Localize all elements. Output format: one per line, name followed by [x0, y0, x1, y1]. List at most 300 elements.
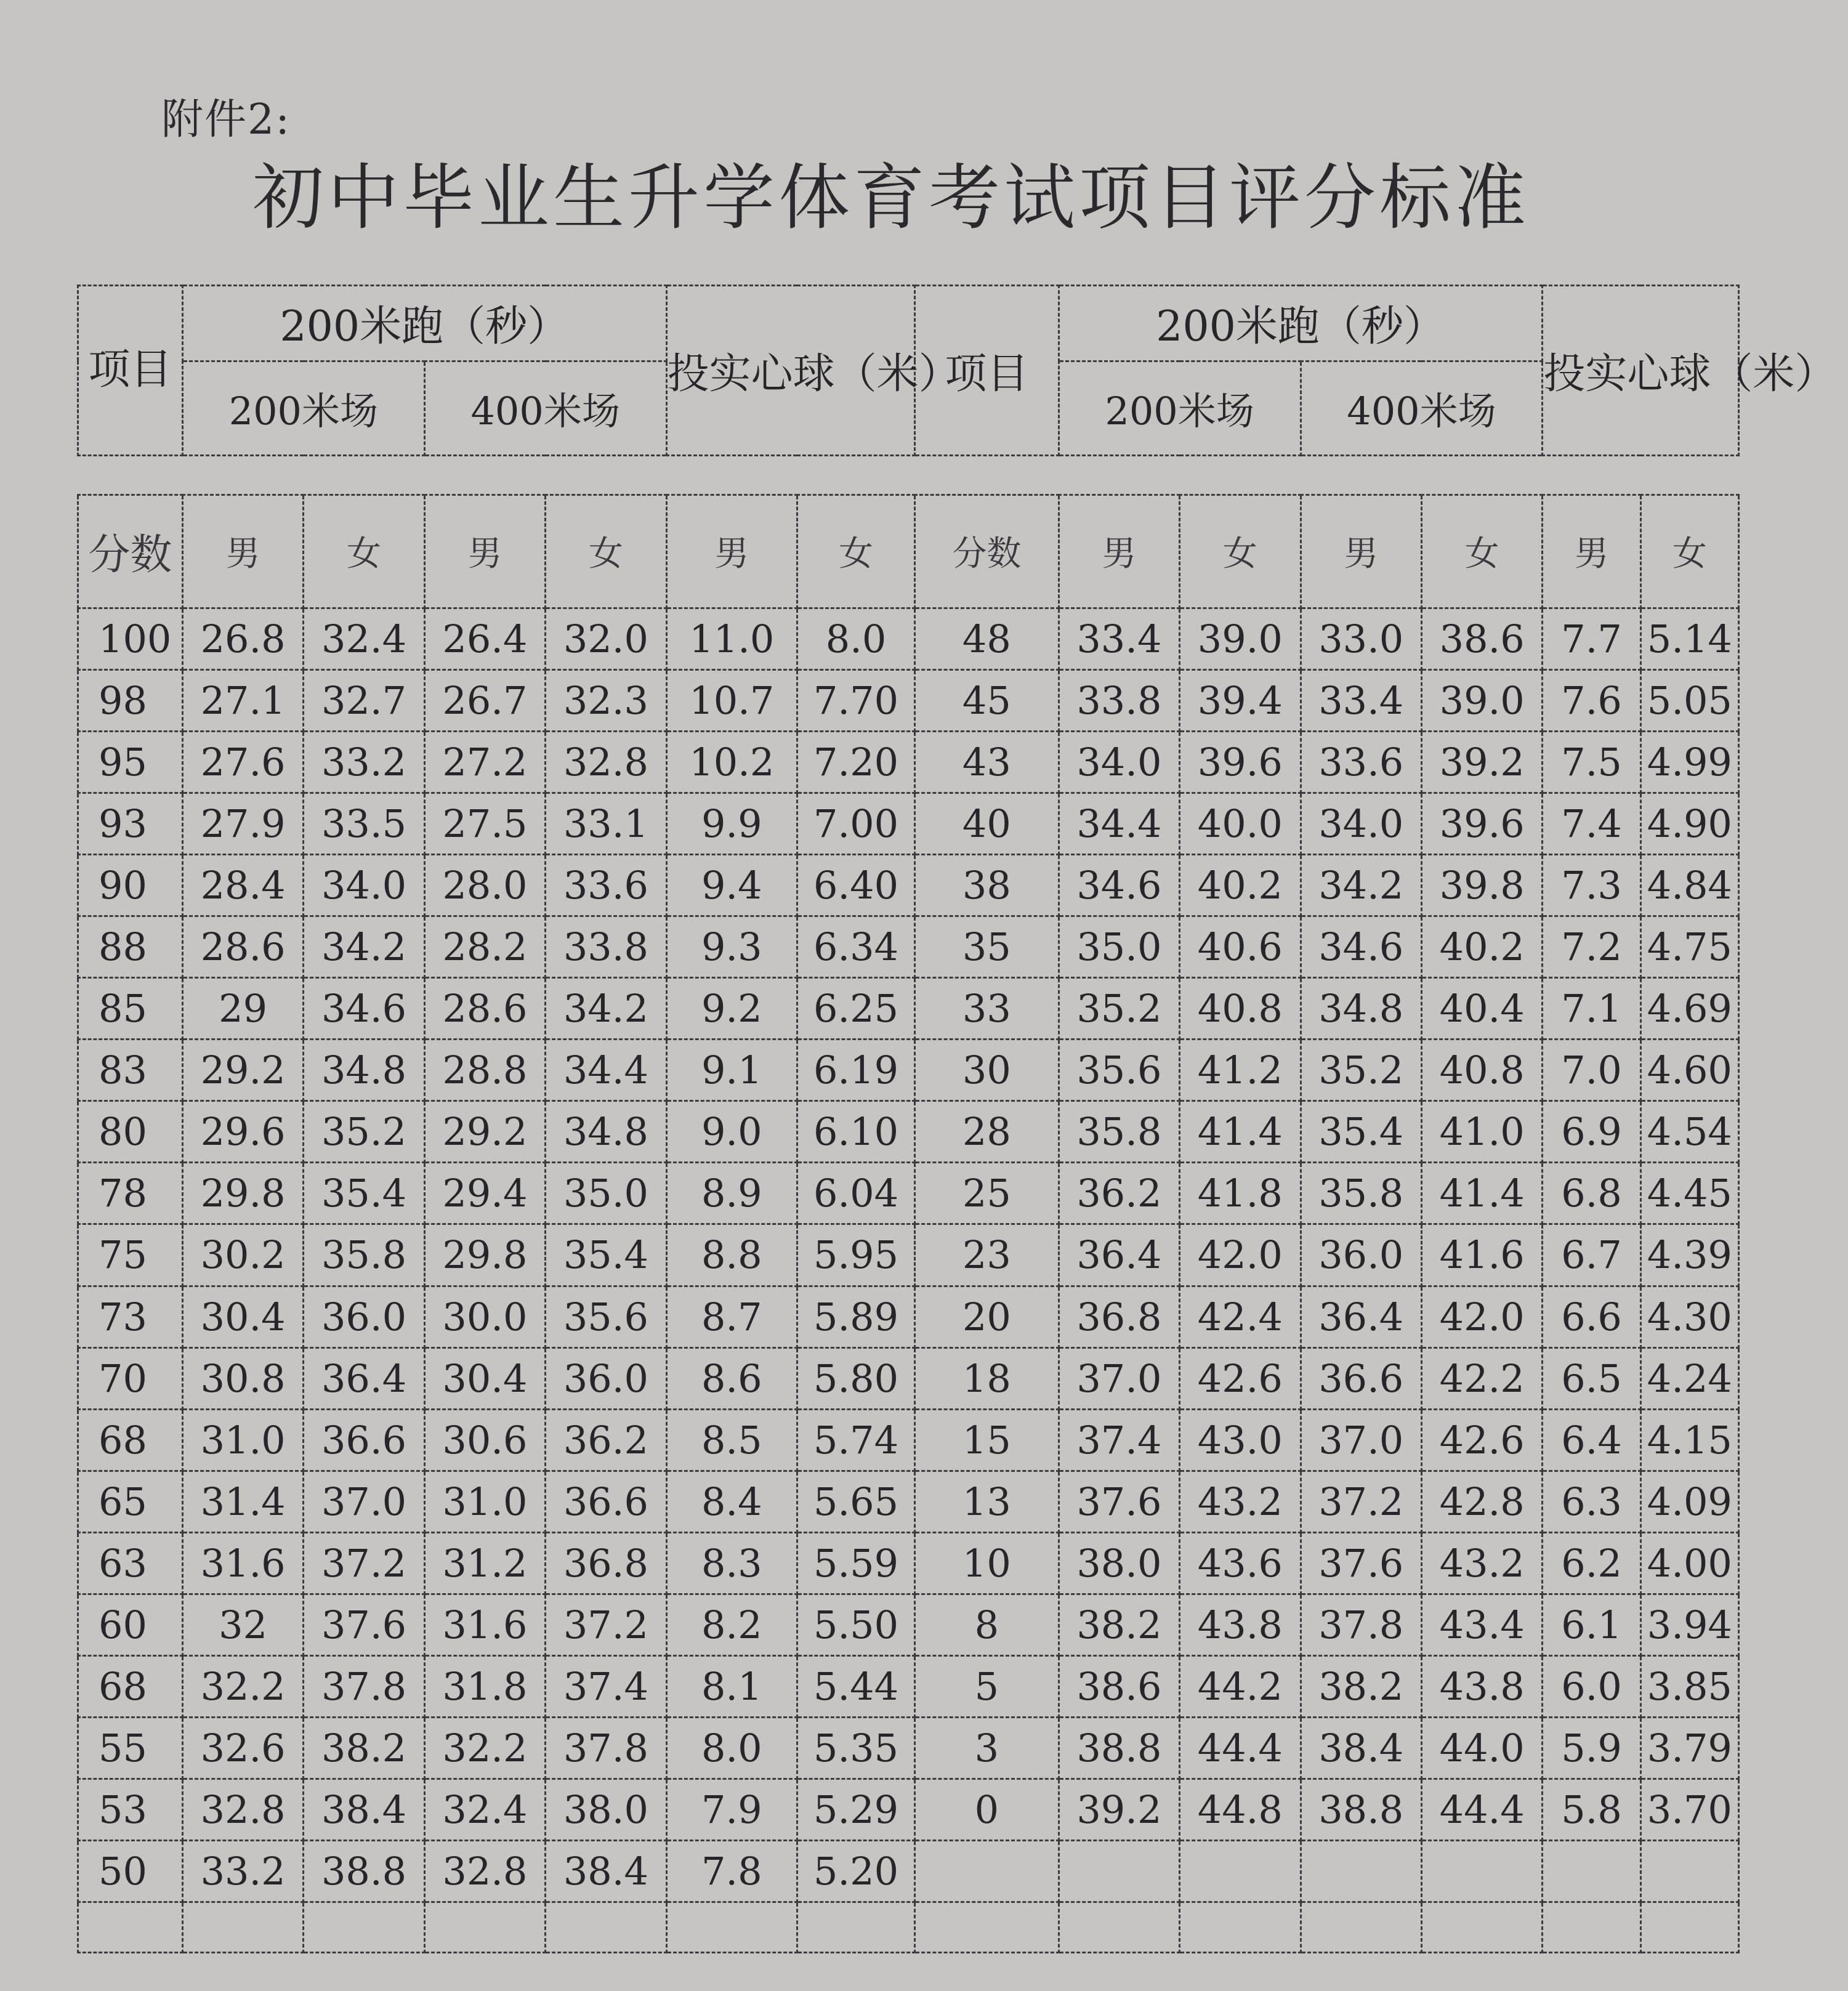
empty-cell	[182, 1902, 303, 1953]
value-cell: 7.2	[1543, 916, 1640, 978]
value-cell: 5.50	[797, 1594, 914, 1655]
value-cell: 5.20	[797, 1841, 914, 1902]
shot-put-header: 投实心球（米）	[666, 286, 914, 456]
value-cell: 34.6	[304, 978, 424, 1040]
value-cell: 35.8	[1059, 1101, 1179, 1163]
value-cell: 38.6	[1059, 1655, 1179, 1717]
empty-cell	[1421, 1902, 1542, 1953]
value-cell: 32.2	[424, 1717, 545, 1779]
score-cell: 90	[78, 855, 183, 916]
value-cell: 34.6	[1059, 855, 1179, 916]
value-cell: 4.84	[1640, 855, 1738, 916]
value-cell: 43.0	[1180, 1409, 1301, 1471]
value-cell: 5.44	[797, 1655, 914, 1717]
table-row	[78, 1163, 1739, 1224]
male-label: 男	[182, 495, 303, 608]
value-cell: 40.6	[1180, 916, 1301, 978]
value-cell: 41.6	[1421, 1224, 1542, 1286]
empty-cell	[78, 1902, 183, 1953]
value-cell: 32.8	[546, 731, 666, 793]
value-cell: 7.6	[1543, 669, 1640, 731]
value-cell: 6.34	[797, 916, 914, 978]
item-header-right: 项目	[915, 286, 1059, 456]
value-cell: 4.54	[1640, 1101, 1738, 1163]
value-cell: 34.0	[1301, 793, 1421, 855]
female-label: 女	[546, 495, 666, 608]
value-cell: 34.8	[546, 1101, 666, 1163]
value-cell: 31.2	[424, 1532, 545, 1594]
empty-cell	[1301, 1902, 1421, 1953]
score-cell: 33	[915, 978, 1059, 1040]
value-cell: 8.7	[666, 1286, 797, 1347]
value-cell: 34.2	[546, 978, 666, 1040]
female-label: 女	[1180, 495, 1301, 608]
value-cell: 5.89	[797, 1286, 914, 1347]
value-cell: 33.5	[304, 793, 424, 855]
value-cell: 43.2	[1421, 1532, 1542, 1594]
value-cell: 43.8	[1421, 1655, 1542, 1717]
value-cell: 43.2	[1180, 1471, 1301, 1532]
value-cell: 10.7	[666, 669, 797, 731]
sex-header-row	[78, 495, 1739, 608]
value-cell: 5.9	[1543, 1717, 1640, 1779]
female-label: 女	[1640, 495, 1738, 608]
value-cell: 39.0	[1421, 669, 1542, 731]
value-cell: 29.8	[182, 1163, 303, 1224]
score-cell: 25	[915, 1163, 1059, 1224]
score-cell: 65	[78, 1471, 183, 1532]
value-cell: 7.00	[797, 793, 914, 855]
value-cell: 39.4	[1180, 669, 1301, 731]
value-cell: 40.8	[1180, 978, 1301, 1040]
value-cell: 5.29	[797, 1779, 914, 1841]
value-cell: 28.2	[424, 916, 545, 978]
value-cell: 36.6	[1301, 1347, 1421, 1409]
value-cell: 4.99	[1640, 731, 1738, 793]
value-cell: 8.6	[666, 1347, 797, 1409]
value-cell: 4.69	[1640, 978, 1738, 1040]
value-cell: 34.0	[304, 855, 424, 916]
value-cell: 32.2	[182, 1655, 303, 1717]
value-cell: 28.4	[182, 855, 303, 916]
score-cell: 73	[78, 1286, 183, 1347]
value-cell: 33.4	[1301, 669, 1421, 731]
run-200-header: 200米跑（秒）	[182, 286, 666, 361]
value-cell: 38.2	[304, 1717, 424, 1779]
value-cell: 39.8	[1421, 855, 1542, 916]
value-cell: 44.4	[1180, 1717, 1301, 1779]
value-cell: 8.0	[797, 608, 914, 669]
value-cell	[1640, 1841, 1738, 1902]
value-cell: 27.5	[424, 793, 545, 855]
score-cell: 40	[915, 793, 1059, 855]
value-cell: 39.2	[1059, 1779, 1179, 1841]
value-cell: 42.6	[1180, 1347, 1301, 1409]
value-cell: 8.3	[666, 1532, 797, 1594]
score-cell: 83	[78, 1040, 183, 1101]
score-cell: 50	[78, 1841, 183, 1902]
value-cell: 29.4	[424, 1163, 545, 1224]
value-cell: 6.25	[797, 978, 914, 1040]
value-cell	[1180, 1841, 1301, 1902]
empty-cell	[304, 1902, 424, 1953]
value-cell: 5.35	[797, 1717, 914, 1779]
value-cell: 6.7	[1543, 1224, 1640, 1286]
value-cell: 6.5	[1543, 1347, 1640, 1409]
value-cell: 39.6	[1421, 793, 1542, 855]
value-cell: 41.0	[1421, 1101, 1542, 1163]
value-cell: 31.0	[182, 1409, 303, 1471]
value-cell: 7.1	[1543, 978, 1640, 1040]
value-cell: 42.6	[1421, 1409, 1542, 1471]
value-cell: 38.0	[546, 1779, 666, 1841]
value-cell: 33.8	[546, 916, 666, 978]
value-cell: 35.2	[1301, 1040, 1421, 1101]
score-cell: 68	[78, 1655, 183, 1717]
value-cell: 8.5	[666, 1409, 797, 1471]
value-cell: 5.74	[797, 1409, 914, 1471]
value-cell: 28.6	[424, 978, 545, 1040]
value-cell: 5.14	[1640, 608, 1738, 669]
value-cell: 38.8	[1059, 1717, 1179, 1779]
value-cell: 44.0	[1421, 1717, 1542, 1779]
value-cell: 6.9	[1543, 1101, 1640, 1163]
value-cell: 36.4	[1059, 1224, 1179, 1286]
value-cell: 32.7	[304, 669, 424, 731]
table-row	[78, 793, 1739, 855]
field-400-header: 400米场	[424, 361, 666, 455]
value-cell: 3.79	[1640, 1717, 1738, 1779]
value-cell: 35.4	[1301, 1101, 1421, 1163]
value-cell: 4.60	[1640, 1040, 1738, 1101]
value-cell: 37.8	[1301, 1594, 1421, 1655]
value-cell: 6.6	[1543, 1286, 1640, 1347]
value-cell: 34.6	[1301, 916, 1421, 978]
male-label: 男	[1301, 495, 1421, 608]
value-cell: 9.1	[666, 1040, 797, 1101]
value-cell: 44.8	[1180, 1779, 1301, 1841]
value-cell: 6.3	[1543, 1471, 1640, 1532]
value-cell: 26.8	[182, 608, 303, 669]
value-cell: 4.75	[1640, 916, 1738, 978]
scoring-table	[77, 285, 1837, 1953]
value-cell: 5.80	[797, 1347, 914, 1409]
value-cell: 32.4	[304, 608, 424, 669]
value-cell: 4.09	[1640, 1471, 1738, 1532]
table-row	[78, 1040, 1739, 1101]
value-cell: 37.6	[304, 1594, 424, 1655]
value-cell: 41.4	[1421, 1163, 1542, 1224]
score-cell: 10	[915, 1532, 1059, 1594]
score-cell: 30	[915, 1040, 1059, 1101]
value-cell: 38.8	[304, 1841, 424, 1902]
run-200-header-right: 200米跑（秒）	[1059, 286, 1543, 361]
value-cell: 4.39	[1640, 1224, 1738, 1286]
value-cell: 35.6	[1059, 1040, 1179, 1101]
value-cell: 39.0	[1180, 608, 1301, 669]
empty-cell	[1180, 1902, 1301, 1953]
value-cell: 32.0	[546, 608, 666, 669]
value-cell: 33.2	[182, 1841, 303, 1902]
header-row-1	[78, 286, 1739, 361]
value-cell: 35.4	[304, 1163, 424, 1224]
value-cell: 32.8	[424, 1841, 545, 1902]
score-cell: 15	[915, 1409, 1059, 1471]
score-cell	[915, 1841, 1059, 1902]
value-cell: 4.24	[1640, 1347, 1738, 1409]
table-row	[78, 1779, 1739, 1841]
value-cell: 6.10	[797, 1101, 914, 1163]
value-cell: 32.8	[182, 1779, 303, 1841]
value-cell: 37.0	[1301, 1409, 1421, 1471]
value-cell: 8.9	[666, 1163, 797, 1224]
score-cell: 70	[78, 1347, 183, 1409]
value-cell: 38.6	[1421, 608, 1542, 669]
value-cell: 36.4	[1301, 1286, 1421, 1347]
score-cell: 48	[915, 608, 1059, 669]
value-cell: 34.8	[1301, 978, 1421, 1040]
value-cell: 30.8	[182, 1347, 303, 1409]
score-cell: 38	[915, 855, 1059, 916]
value-cell: 7.5	[1543, 731, 1640, 793]
value-cell	[1059, 1841, 1179, 1902]
empty-cell	[915, 1902, 1059, 1953]
value-cell: 35.6	[546, 1286, 666, 1347]
value-cell: 6.1	[1543, 1594, 1640, 1655]
score-cell: 85	[78, 978, 183, 1040]
score-cell: 98	[78, 669, 183, 731]
value-cell: 4.15	[1640, 1409, 1738, 1471]
value-cell: 3.94	[1640, 1594, 1738, 1655]
value-cell: 44.2	[1180, 1655, 1301, 1717]
value-cell: 33.0	[1301, 608, 1421, 669]
table-row	[78, 978, 1739, 1040]
value-cell: 41.8	[1180, 1163, 1301, 1224]
table-row	[78, 1471, 1739, 1532]
item-header: 项目	[78, 286, 183, 456]
score-cell: 8	[915, 1594, 1059, 1655]
male-label: 男	[1543, 495, 1640, 608]
value-cell: 26.4	[424, 608, 545, 669]
empty-cell	[1059, 1902, 1179, 1953]
value-cell: 37.2	[304, 1532, 424, 1594]
score-header: 分数	[78, 495, 183, 608]
value-cell: 6.04	[797, 1163, 914, 1224]
value-cell: 8.1	[666, 1655, 797, 1717]
score-header-right: 分数	[915, 495, 1059, 608]
value-cell: 40.2	[1421, 916, 1542, 978]
value-cell	[1421, 1841, 1542, 1902]
score-cell: 95	[78, 731, 183, 793]
value-cell: 34.4	[1059, 793, 1179, 855]
score-cell: 68	[78, 1409, 183, 1471]
value-cell: 31.4	[182, 1471, 303, 1532]
score-cell: 55	[78, 1717, 183, 1779]
value-cell: 27.6	[182, 731, 303, 793]
value-cell: 8.8	[666, 1224, 797, 1286]
table-row	[78, 855, 1739, 916]
value-cell: 11.0	[666, 608, 797, 669]
value-cell: 6.0	[1543, 1655, 1640, 1717]
male-label: 男	[1059, 495, 1179, 608]
value-cell: 29.2	[424, 1101, 545, 1163]
value-cell: 42.2	[1421, 1347, 1542, 1409]
value-cell: 37.4	[546, 1655, 666, 1717]
value-cell: 26.7	[424, 669, 545, 731]
value-cell: 32	[182, 1594, 303, 1655]
value-cell: 42.8	[1421, 1471, 1542, 1532]
score-cell: 75	[78, 1224, 183, 1286]
value-cell: 33.6	[546, 855, 666, 916]
value-cell: 34.2	[304, 916, 424, 978]
value-cell: 37.2	[546, 1594, 666, 1655]
value-cell: 30.0	[424, 1286, 545, 1347]
value-cell: 35.0	[1059, 916, 1179, 978]
value-cell: 32.4	[424, 1779, 545, 1841]
value-cell: 8.0	[666, 1717, 797, 1779]
value-cell: 36.0	[1301, 1224, 1421, 1286]
value-cell: 29.2	[182, 1040, 303, 1101]
value-cell: 10.2	[666, 731, 797, 793]
table-row	[78, 1347, 1739, 1409]
value-cell: 9.2	[666, 978, 797, 1040]
score-cell: 3	[915, 1717, 1059, 1779]
score-cell: 45	[915, 669, 1059, 731]
value-cell: 35.8	[1301, 1163, 1421, 1224]
value-cell: 32.6	[182, 1717, 303, 1779]
value-cell: 37.0	[304, 1471, 424, 1532]
field-200-header-right: 200米场	[1059, 361, 1301, 455]
empty-cell	[546, 1902, 666, 1953]
value-cell: 5.05	[1640, 669, 1738, 731]
score-cell: 13	[915, 1471, 1059, 1532]
score-cell: 93	[78, 793, 183, 855]
value-cell: 6.4	[1543, 1409, 1640, 1471]
empty-cell	[1640, 1902, 1738, 1953]
value-cell: 39.6	[1180, 731, 1301, 793]
value-cell: 36.0	[546, 1347, 666, 1409]
value-cell: 6.8	[1543, 1163, 1640, 1224]
value-cell: 4.30	[1640, 1286, 1738, 1347]
empty-cell	[797, 1902, 914, 1953]
score-cell: 28	[915, 1101, 1059, 1163]
table-row	[78, 1224, 1739, 1286]
value-cell: 7.8	[666, 1841, 797, 1902]
table-row	[78, 1101, 1739, 1163]
value-cell: 38.4	[546, 1841, 666, 1902]
table-footer-gap	[78, 1902, 1739, 1953]
value-cell: 36.6	[546, 1471, 666, 1532]
value-cell: 7.0	[1543, 1040, 1640, 1101]
value-cell: 7.4	[1543, 793, 1640, 855]
value-cell: 43.4	[1421, 1594, 1542, 1655]
value-cell: 7.3	[1543, 855, 1640, 916]
value-cell: 37.8	[546, 1717, 666, 1779]
score-cell: 0	[915, 1779, 1059, 1841]
value-cell: 36.6	[304, 1409, 424, 1471]
value-cell: 42.0	[1421, 1286, 1542, 1347]
value-cell: 33.2	[304, 731, 424, 793]
value-cell: 36.2	[1059, 1163, 1179, 1224]
value-cell: 35.4	[546, 1224, 666, 1286]
value-cell: 5.8	[1543, 1779, 1640, 1841]
value-cell: 40.4	[1421, 978, 1542, 1040]
value-cell: 34.2	[1301, 855, 1421, 916]
value-cell: 5.95	[797, 1224, 914, 1286]
field-200-header: 200米场	[182, 361, 424, 455]
value-cell: 38.8	[1301, 1779, 1421, 1841]
value-cell: 27.2	[424, 731, 545, 793]
score-cell: 78	[78, 1163, 183, 1224]
value-cell: 30.2	[182, 1224, 303, 1286]
value-cell: 8.2	[666, 1594, 797, 1655]
value-cell: 9.0	[666, 1101, 797, 1163]
empty-cell	[1543, 1902, 1640, 1953]
value-cell: 29	[182, 978, 303, 1040]
value-cell: 42.4	[1180, 1286, 1301, 1347]
value-cell: 5.65	[797, 1471, 914, 1532]
value-cell: 28.0	[424, 855, 545, 916]
value-cell: 28.6	[182, 916, 303, 978]
score-cell: 80	[78, 1101, 183, 1163]
score-cell: 23	[915, 1224, 1059, 1286]
value-cell: 40.8	[1421, 1040, 1542, 1101]
value-cell: 44.4	[1421, 1779, 1542, 1841]
score-cell: 100	[78, 608, 183, 669]
table-row	[78, 1655, 1739, 1717]
value-cell: 27.9	[182, 793, 303, 855]
value-cell: 38.4	[1301, 1717, 1421, 1779]
value-cell: 31.8	[424, 1655, 545, 1717]
value-cell: 38.4	[304, 1779, 424, 1841]
value-cell: 5.59	[797, 1532, 914, 1594]
value-cell: 35.0	[546, 1163, 666, 1224]
value-cell: 9.3	[666, 916, 797, 978]
table-row	[78, 731, 1739, 793]
value-cell: 42.0	[1180, 1224, 1301, 1286]
attachment-label: 附件2:	[161, 95, 291, 144]
value-cell: 31.0	[424, 1471, 545, 1532]
value-cell: 30.4	[182, 1286, 303, 1347]
value-cell: 3.85	[1640, 1655, 1738, 1717]
value-cell: 31.6	[424, 1594, 545, 1655]
value-cell: 8.4	[666, 1471, 797, 1532]
value-cell: 38.0	[1059, 1532, 1179, 1594]
value-cell	[1301, 1841, 1421, 1902]
value-cell: 36.2	[546, 1409, 666, 1471]
value-cell: 4.00	[1640, 1532, 1738, 1594]
value-cell: 40.2	[1180, 855, 1301, 916]
value-cell: 37.6	[1301, 1532, 1421, 1594]
value-cell: 33.6	[1301, 731, 1421, 793]
table-row	[78, 608, 1739, 669]
document-title: 初中毕业生升学体育考试项目评分标准	[252, 156, 1530, 240]
female-label: 女	[797, 495, 914, 608]
value-cell: 6.19	[797, 1040, 914, 1101]
score-cell: 35	[915, 916, 1059, 978]
score-cell: 60	[78, 1594, 183, 1655]
table-row	[78, 1532, 1739, 1594]
score-cell: 5	[915, 1655, 1059, 1717]
value-cell: 39.2	[1421, 731, 1542, 793]
shot-put-header-right: 投实心球（米）	[1543, 286, 1739, 456]
value-cell: 31.6	[182, 1532, 303, 1594]
value-cell: 7.20	[797, 731, 914, 793]
value-cell: 30.4	[424, 1347, 545, 1409]
value-cell: 37.2	[1301, 1471, 1421, 1532]
value-cell: 37.4	[1059, 1409, 1179, 1471]
value-cell: 3.70	[1640, 1779, 1738, 1841]
